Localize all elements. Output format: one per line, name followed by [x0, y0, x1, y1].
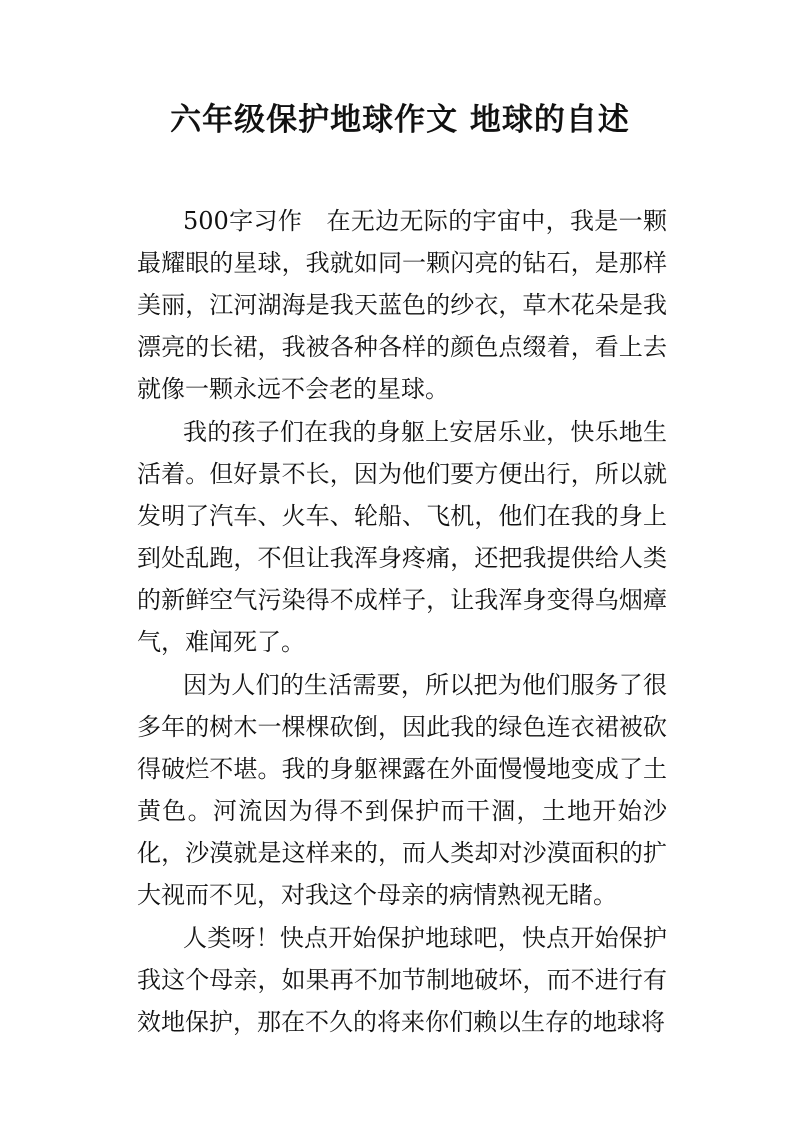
- paragraph-2: 我的孩子们在我的身躯上安居乐业，快乐地生活着。但好景不长，因为他们要方便出行，所以就发明了汽车、火车、轮船、飞机，他们在我的身上到处乱跑，不但让我浑身疼痛，还把我提供给人类的新鲜空气污染得不成样子，让我浑身变得乌烟瘴气，难闻死了。: [137, 418, 667, 656]
- paragraph-1: [137, 200, 667, 410]
- lead-label: 500字习作: [183, 207, 303, 235]
- page-title: 六年级保护地球作文 地球的自述: [170, 102, 630, 138]
- paragraph-3: 因为人们的生活需要，所以把为他们服务了很多年的树木一棵棵砍倒，因此我的绿色连衣裙被砍得破烂不堪。我的身躯裸露在外面慢慢地变成了土黄色。河流因为得不到保护而干涸，土地开始沙化，沙漠就是这样来的，而人类却对沙漠面积的扩大视而不见，对我这个母亲的病情熟视无睹。: [137, 671, 667, 909]
- essay-body: [137, 200, 667, 1044]
- paragraph-4: 人类呀！快点开始保护地球吧，快点开始保护我这个母亲，如果再不加节制地破坏，而不进行有效地保护，那在不久的将来你们赖以生存的地球将: [137, 924, 667, 1036]
- paragraph-1-text: 在无边无际的宇宙中，我是一颗最耀眼的星球，我就如同一颗闪亮的钻石，是那样美丽，江河湖海是我天蓝色的纱衣，草木花朵是我漂亮的长裙，我被各种各样的颜色点缀着，看上去就像一颗永远不会老的星球。: [137, 207, 667, 403]
